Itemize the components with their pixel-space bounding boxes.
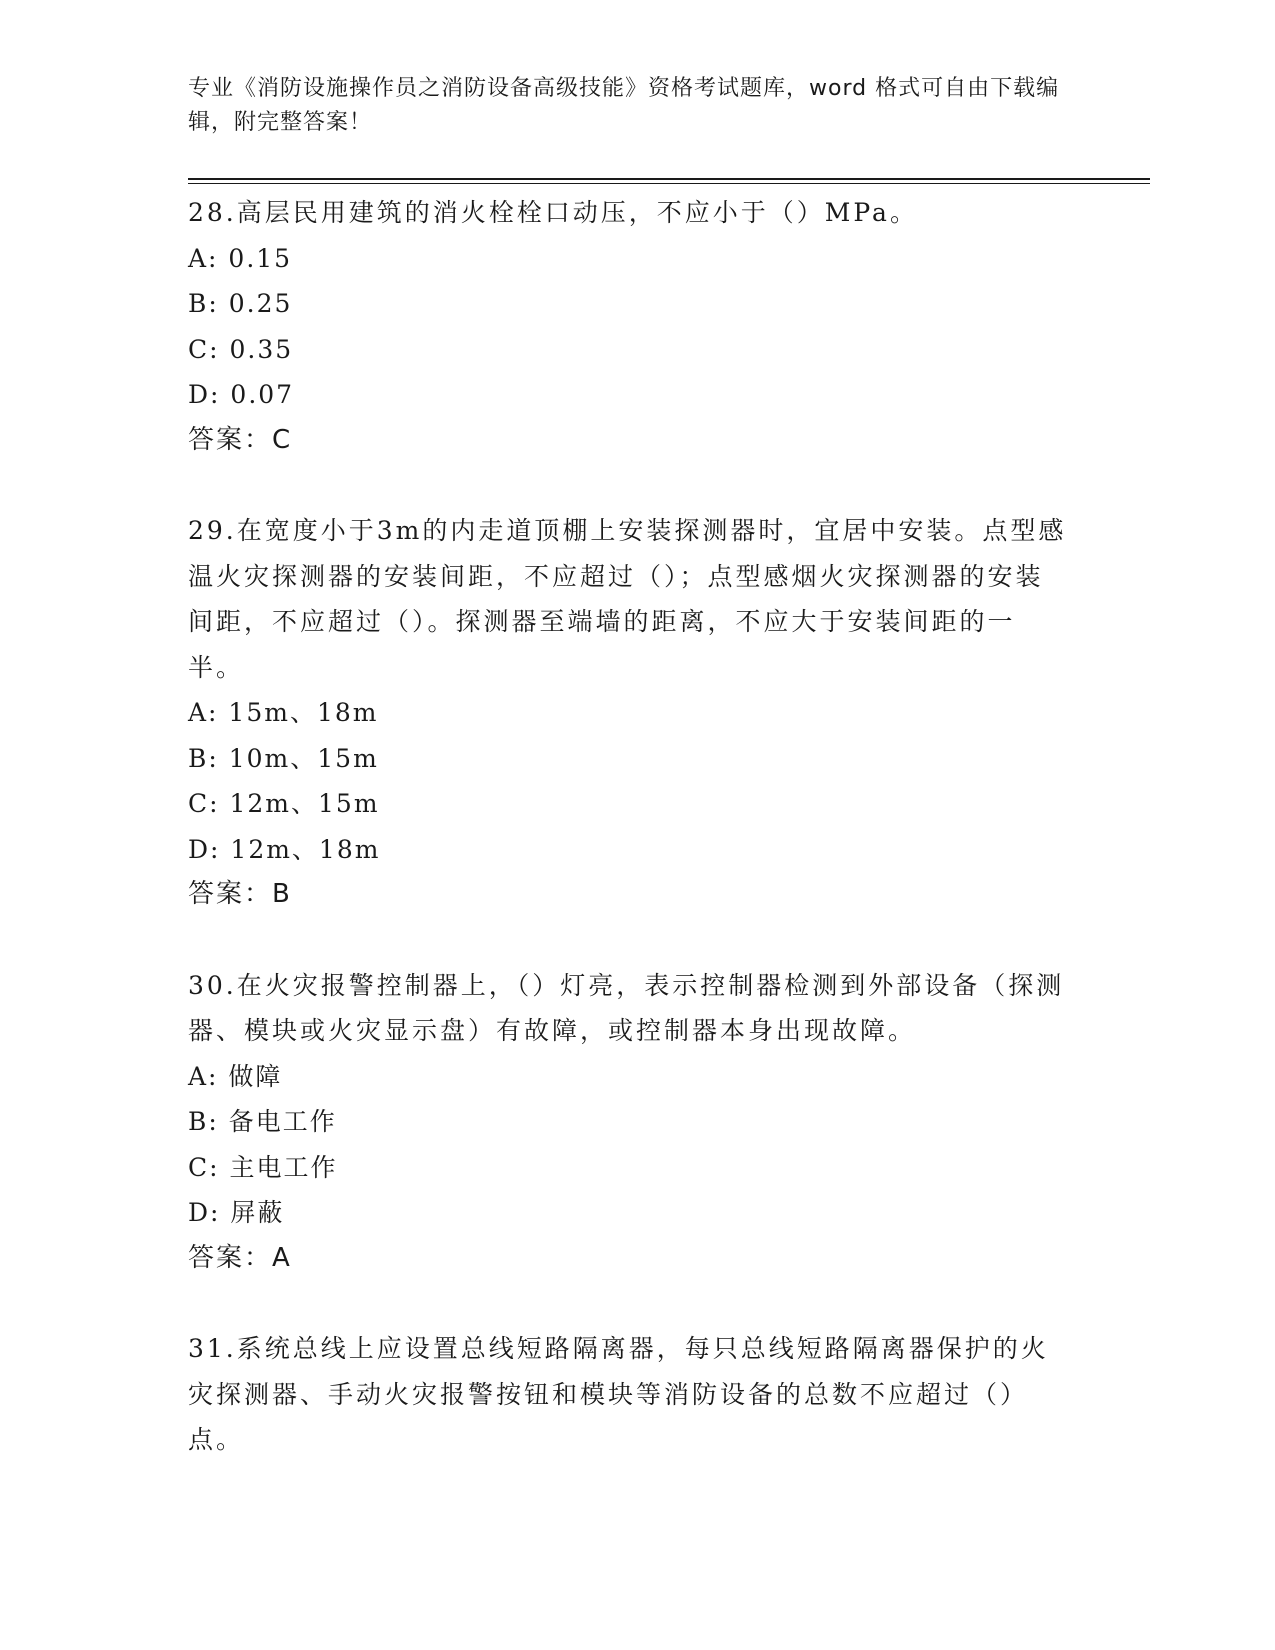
question-spacer: [188, 918, 1068, 963]
header-divider-thick: [188, 178, 1150, 180]
option-b: B: 10m、15m: [188, 743, 379, 773]
answer-label: 答案：A: [188, 1242, 292, 1273]
question-list: [188, 190, 1068, 1463]
option-c: C: 主电工作: [188, 1152, 338, 1182]
option-d: D: 12m、18m: [188, 834, 381, 864]
option-b: B: 0.25: [188, 289, 293, 318]
option-c: C: 0.35: [188, 334, 294, 364]
option-d: D: 屏蔽: [188, 1198, 285, 1227]
option-d: D: 0.07: [188, 380, 295, 409]
question-spacer: [188, 1281, 1068, 1326]
question-stem: 31.系统总线上应设置总线短路隔离器，每只总线短路隔离器保护的火灾探测器、手动火灾报警按钮和模块等消防设备的总数不应超过（）点。: [188, 1334, 1049, 1454]
answer-label: 答案：B: [188, 879, 292, 909]
document-intro: 专业《消防设施操作员之消防设备高级技能》资格考试题库，word 格式可自由下载编辑，附完整答案！: [188, 76, 1060, 135]
option-b: B: 备电工作: [188, 1107, 337, 1136]
question-stem: 28.高层民用建筑的消火栓栓口动压，不应小于（）MPa。: [188, 198, 918, 227]
question-31: [188, 1326, 1068, 1463]
question-spacer: [188, 463, 1068, 508]
question-30: [188, 963, 1068, 1282]
option-c: C: 12m、15m: [188, 789, 380, 818]
question-29: [188, 508, 1068, 918]
question-stem: 29.在宽度小于3m的内走道顶棚上安装探测器时，宜居中安装。点型感温火灾探测器的安装间距，不应超过（）；点型感烟火灾探测器的安装间距，不应超过（）。探测器至端墙的距离，不应大于安装间距的一半。: [188, 516, 1067, 682]
header-divider-thin: [188, 183, 1150, 184]
question-28: [188, 190, 1068, 463]
option-a: A: 做障: [188, 1061, 283, 1091]
option-a: A: 0.15: [188, 243, 293, 273]
question-stem: 30.在火灾报警控制器上，（）灯亮，表示控制器检测到外部设备（探测器、模块或火灾显示盘）有故障，或控制器本身出现故障。: [188, 970, 1065, 1045]
answer-label: 答案：C: [188, 424, 293, 455]
option-a: A: 15m、18m: [188, 698, 379, 727]
